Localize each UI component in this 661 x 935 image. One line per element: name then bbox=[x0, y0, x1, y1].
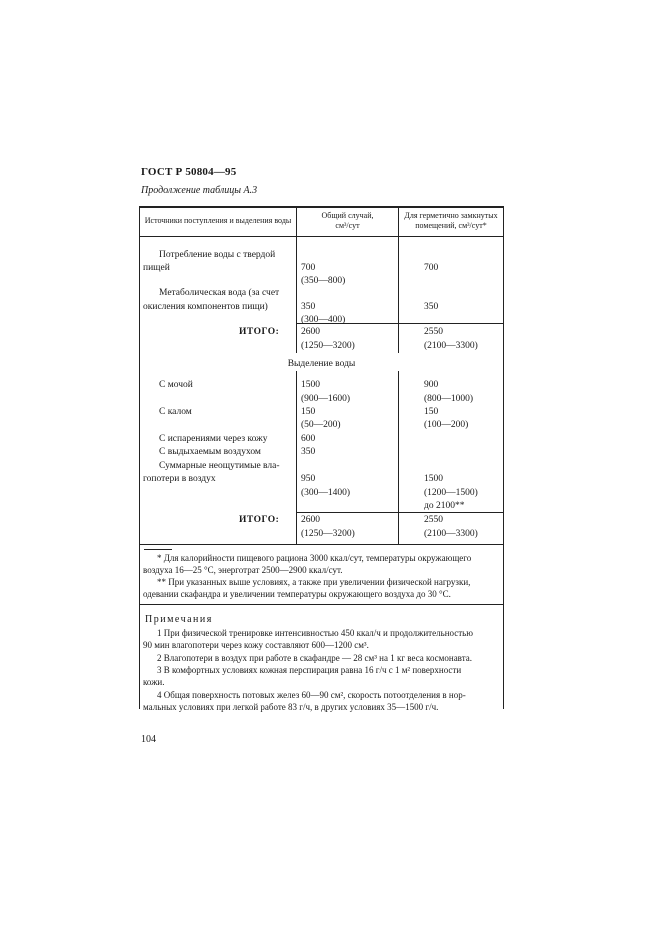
notes-title: Примечания bbox=[145, 614, 213, 625]
insensible-loss-sealed-range: (1200—1500) bbox=[424, 488, 478, 498]
feces-sealed-value: 150 bbox=[424, 407, 439, 417]
note-4-line1: 4 Общая поверхность потовых желез 60—90 см², скорость потоотделения в нор- bbox=[157, 690, 466, 700]
table-left-border bbox=[139, 206, 140, 709]
column-header-sealed-line2: помещений, см³/сут* bbox=[415, 221, 487, 230]
food-label-line2: пищей bbox=[143, 263, 170, 273]
column-divider-1 bbox=[296, 206, 297, 353]
column-header-general bbox=[299, 211, 396, 231]
feces-label: С калом bbox=[159, 407, 192, 417]
output-total-general: 2600 bbox=[301, 515, 320, 525]
food-sealed-value: 700 bbox=[424, 263, 439, 273]
note-3-line1: 3 В комфортных условиях кожная перспирация равна 16 г/ч с 1 м² поверхности bbox=[157, 665, 462, 675]
column-divider-2-lower bbox=[398, 371, 399, 544]
note-1-line2: 90 мин влагопотери через кожу составляют 600—1200 см³. bbox=[143, 640, 369, 650]
column-header-sealed-line1: Для герметично замкнутых bbox=[404, 211, 498, 220]
column-header-general-line1: Общий случай, bbox=[321, 211, 374, 220]
footnotes-bottom-border bbox=[139, 604, 504, 605]
output-total-sealed-range: (2100—3300) bbox=[424, 529, 478, 539]
feces-general-value: 150 bbox=[301, 407, 316, 417]
intake-total-sealed: 2550 bbox=[424, 327, 443, 337]
document-header: ГОСТ Р 50804—95 bbox=[141, 166, 237, 178]
food-label-line1: Потребление воды с твердой bbox=[159, 250, 276, 260]
water-balance-table bbox=[139, 206, 504, 712]
urine-label: С мочой bbox=[159, 380, 193, 390]
metabolic-general-range: (300—400) bbox=[301, 315, 346, 325]
metabolic-label-line2: окисления компонентов пищи) bbox=[143, 302, 268, 312]
insensible-loss-label-line1: Суммарные неощутимые вла- bbox=[159, 461, 280, 471]
skin-evaporation-label: С испарениями через кожу bbox=[159, 434, 268, 444]
output-total-sealed: 2550 bbox=[424, 515, 443, 525]
metabolic-sealed-value: 350 bbox=[424, 302, 439, 312]
header-bottom-border bbox=[139, 236, 504, 237]
urine-general-value: 1500 bbox=[301, 380, 320, 390]
page-number: 104 bbox=[141, 734, 156, 745]
metabolic-general-value: 350 bbox=[301, 302, 316, 312]
output-total-rule bbox=[296, 512, 504, 513]
insensible-loss-sealed-max: до 2100** bbox=[424, 501, 465, 511]
column-header-general-line2: см³/сут bbox=[335, 221, 360, 230]
section-title-water-output: Выделение воды bbox=[287, 359, 356, 369]
food-general-range: (350—800) bbox=[301, 276, 346, 286]
feces-general-range: (50—200) bbox=[301, 420, 341, 430]
insensible-loss-general-value: 950 bbox=[301, 474, 316, 484]
footnote-rule bbox=[144, 549, 172, 550]
exhaled-air-general-value: 350 bbox=[301, 447, 316, 457]
output-total-general-range: (1250—3200) bbox=[301, 529, 355, 539]
food-general-value: 700 bbox=[301, 263, 316, 273]
note-2-line1: 2 Влагопотери в воздух при работе в скафандре — 28 см³ на 1 кг веса космонавта. bbox=[157, 653, 472, 663]
exhaled-air-label: С выдыхаемым воздухом bbox=[159, 447, 261, 457]
intake-total-label: ИТОГО: bbox=[239, 327, 280, 337]
column-header-sealed bbox=[401, 211, 501, 231]
table-body-bottom-border bbox=[139, 544, 504, 545]
intake-total-general: 2600 bbox=[301, 327, 320, 337]
footnote-2-line1: ** При указанных выше условиях, а также при увеличении физической нагрузки, bbox=[157, 577, 471, 587]
urine-sealed-range: (800—1000) bbox=[424, 394, 474, 404]
column-divider-1-lower bbox=[296, 371, 297, 544]
insensible-loss-general-range: (300—1400) bbox=[301, 488, 351, 498]
column-divider-2 bbox=[398, 206, 399, 353]
footnote-1-line2: воздуха 16—25 °С, энерготрат 2500—2900 ккал/сут. bbox=[143, 565, 343, 575]
note-1-line1: 1 При физической тренировке интенсивностью 450 ккал/ч и продолжительностью bbox=[157, 628, 473, 638]
intake-total-sealed-range: (2100—3300) bbox=[424, 341, 478, 351]
feces-sealed-range: (100—200) bbox=[424, 420, 469, 430]
insensible-loss-label-line2: гопотери в воздух bbox=[143, 474, 216, 484]
table-top-border bbox=[139, 206, 504, 208]
intake-total-general-range: (1250—3200) bbox=[301, 341, 355, 351]
note-3-line2: кожи. bbox=[143, 677, 165, 687]
column-header-sources: Источники поступления и выделения воды bbox=[144, 216, 292, 225]
output-total-label: ИТОГО: bbox=[239, 515, 280, 525]
footnote-1-line1: * Для калорийности пищевого рациона 3000 ккал/сут, температуры окружающего bbox=[157, 553, 472, 563]
table-right-border bbox=[503, 206, 504, 709]
metabolic-label-line1: Метаболическая вода (за счет bbox=[159, 288, 280, 298]
insensible-loss-sealed-value: 1500 bbox=[424, 474, 443, 484]
table-continuation-caption: Продолжение таблицы А.3 bbox=[141, 185, 258, 196]
urine-sealed-value: 900 bbox=[424, 380, 439, 390]
urine-general-range: (900—1600) bbox=[301, 394, 351, 404]
skin-evaporation-general-value: 600 bbox=[301, 434, 316, 444]
note-4-line2: мальных условиях при легкой работе 83 г/ч, в других условиях 35—1500 г/ч. bbox=[143, 702, 439, 712]
footnote-2-line2: одевании скафандра и увеличении температуры окружающего воздуха до 30 °С. bbox=[143, 589, 451, 599]
